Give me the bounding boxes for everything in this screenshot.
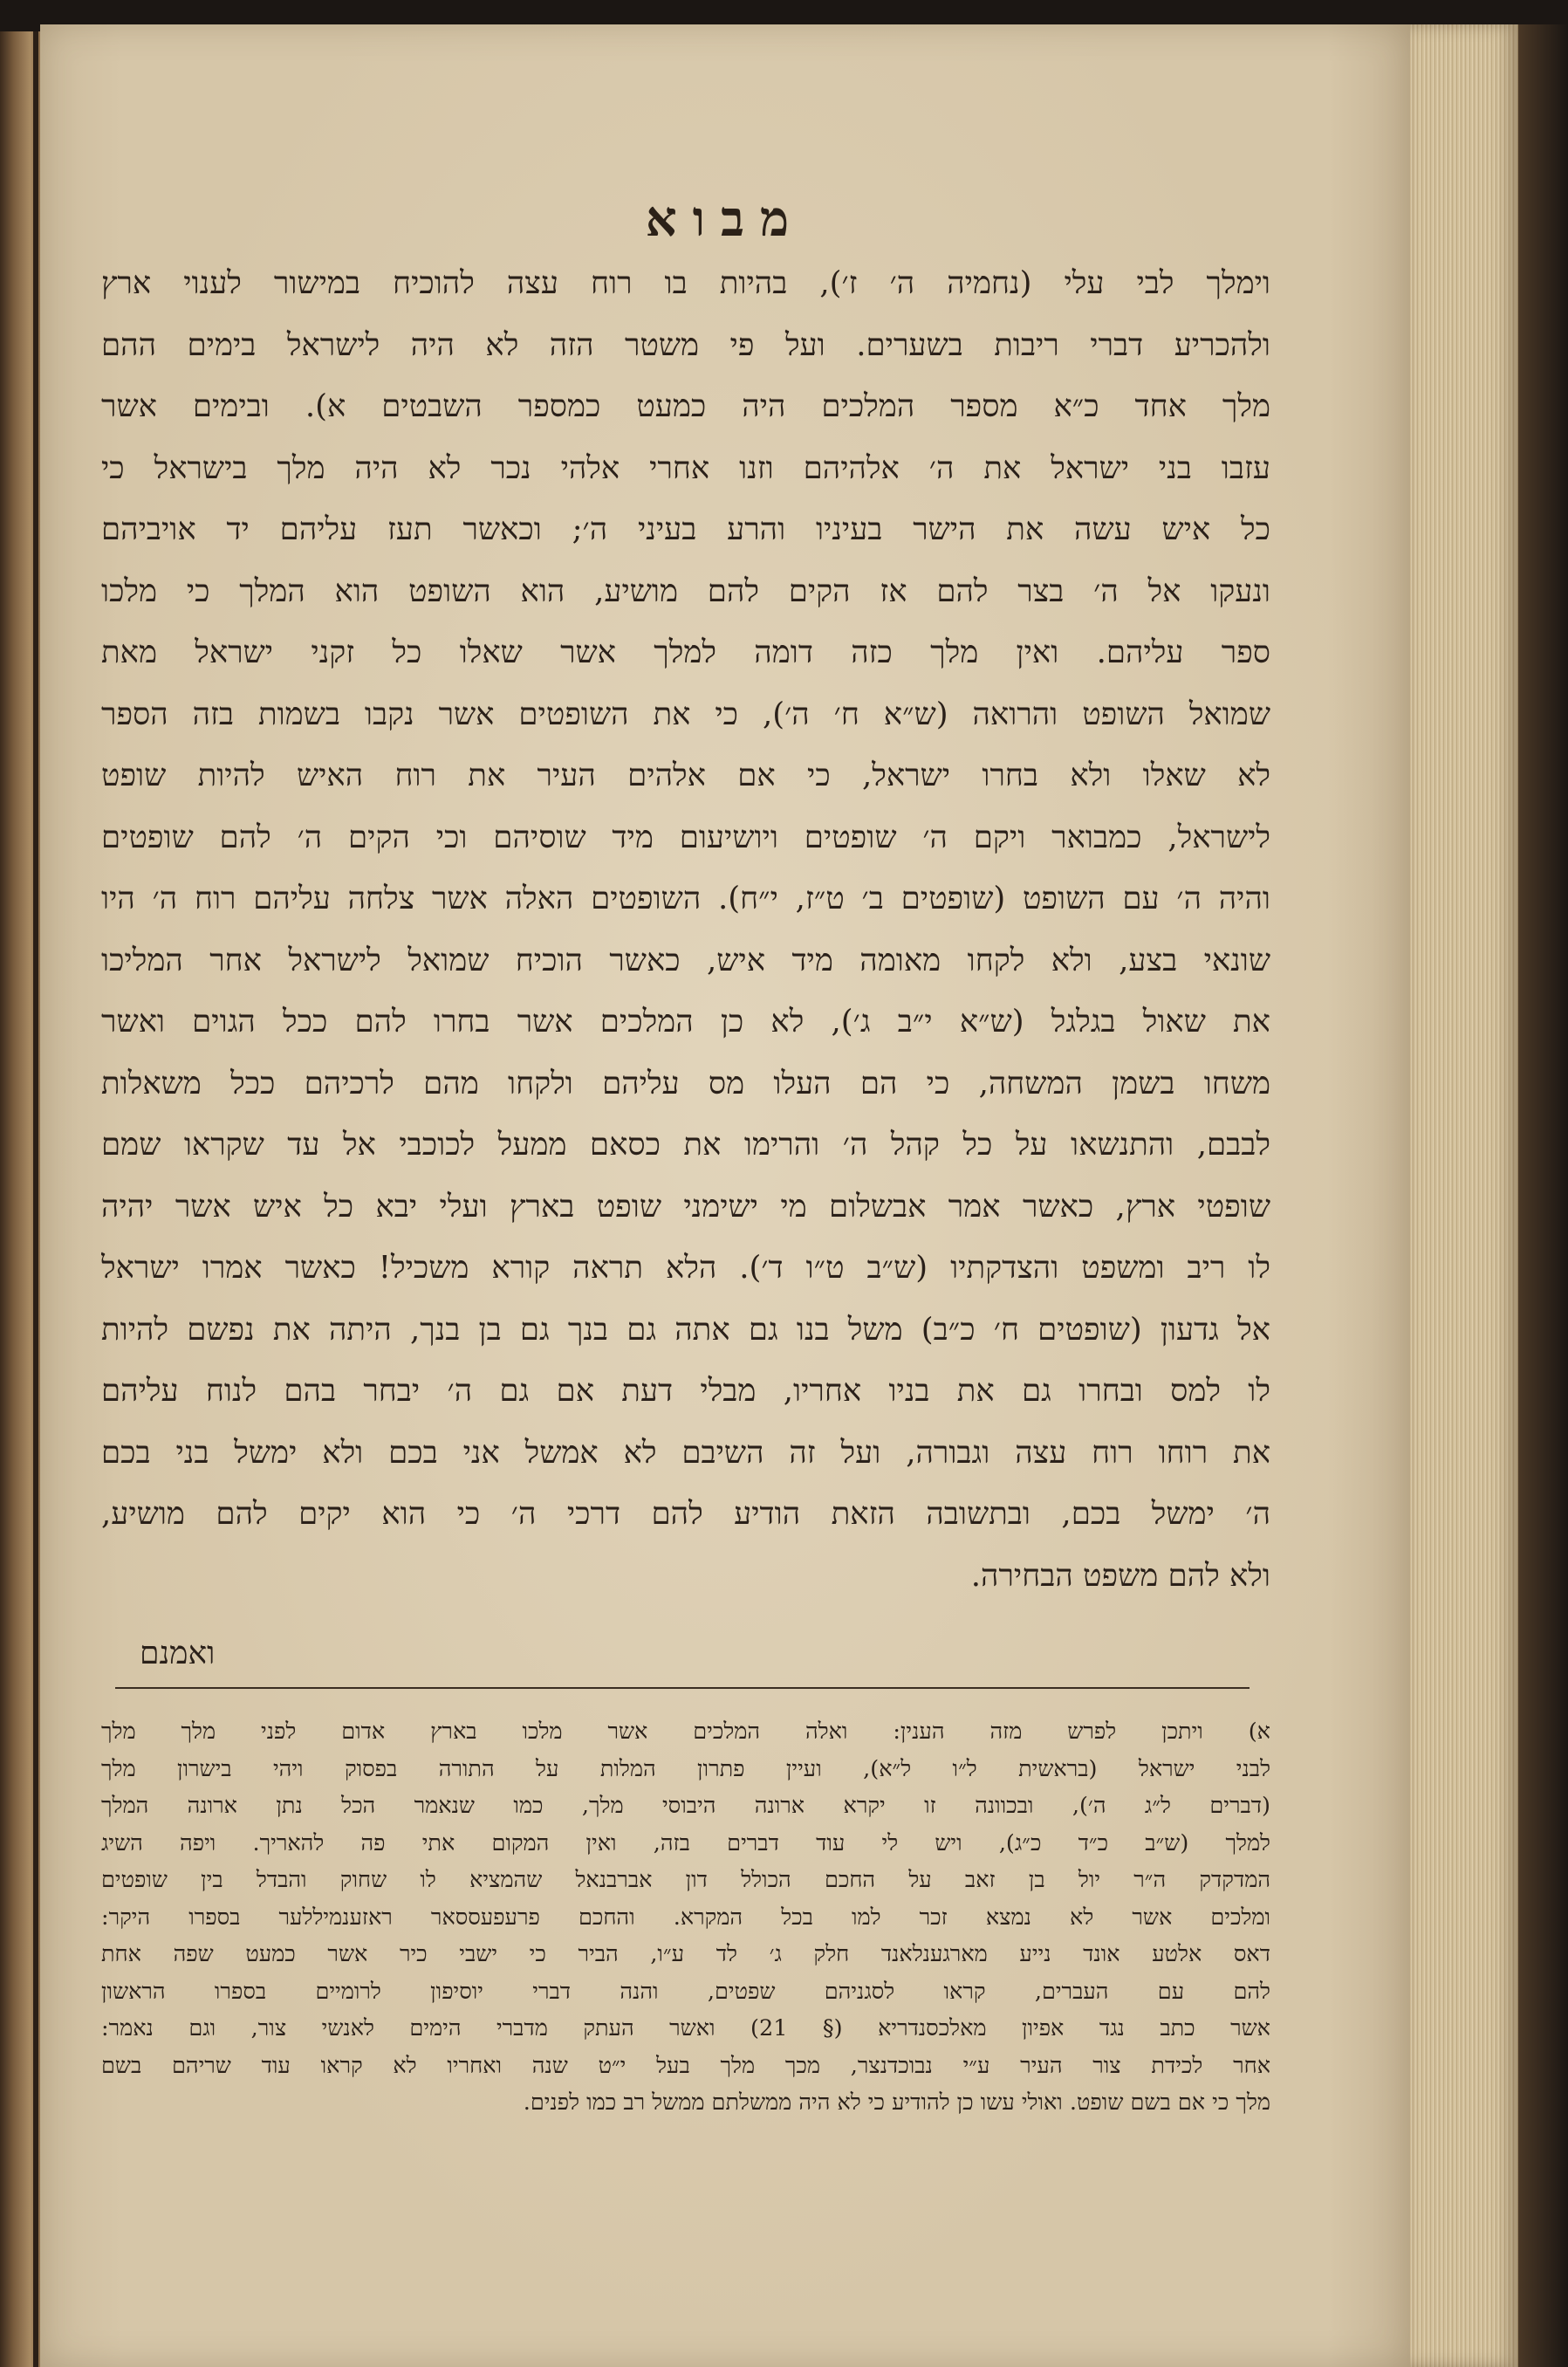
book-page — [40, 24, 1410, 2367]
body-line: אל גדעון (שופטים ח׳ כ״ב) משל בנו גם אתה גם בנך גם בן בנך, היתה את נפשם להיות — [101, 1311, 1270, 1348]
footnote-line: למלך (ש״ב כ״ד כ״ג), ויש לי עוד דברים בזה, ואין המקום אתי פה להאריך. ויפה השיג — [101, 1829, 1270, 1856]
body-line: לו למס ובחרו גם את בניו אחריו, מבלי דעת אם גם ה׳ יבחר בהם לנוח עליהם — [101, 1373, 1270, 1409]
body-line: עזבו בני ישראל את ה׳ אלהיהם וזנו אחרי אלהי נכר לא היה מלך בישראל כי — [101, 449, 1270, 486]
page-heading: מבוא — [645, 190, 805, 248]
body-line: משחו בשמן המשחה, כי הם העלו מס עליהם ולקחו מהם לרכיהם ככל משאלות — [101, 1065, 1270, 1101]
body-line: וימלך לבי עלי (נחמיה ה׳ ז׳), בהיות בו רוח עצה להוכיח במישור לענוי ארץ — [101, 265, 1270, 301]
footnote-line: אשר כתב נגד אפיון מאלכסנדריא (§ 21) ואשר העתק מדברי הימים לאנשי צור, וגם נאמר: — [101, 2015, 1270, 2041]
body-line: את שאול בגלגל (ש״א י״ב ג׳), לא כן המלכים אשר בחרו להם ככל הגוים ואשר — [101, 1004, 1270, 1039]
body-line: את רוחו רוח עצה וגבורה, ועל זה השיבם לא אמשל אני בכם ולא ימשל בני בכם — [101, 1434, 1270, 1471]
footnote-line: (דברים ל״ג ה׳), ובכוונה זו יקרא ארונה היבוסי מלך, כמו שנאמר הכל נתן ארונה המלך — [101, 1793, 1270, 1819]
footnote-line: א) ויתכן לפרש מזה הענין: ואלה המלכים אשר מלכו בארץ אדום לפני מלך מלך — [101, 1719, 1270, 1745]
catchword: ואמנם — [140, 1636, 216, 1671]
footnote-line: דאס אלטע אונד נייע מארגענלאנד חלק ג׳ לד ע״ו, הביר כי ישבי כיר אשר כמעט שפה אחת — [101, 1941, 1270, 1967]
footnote-line: להם עם העברים, קראו לסגניהם שפטים, והנה דברי יוסיפון לרומיים בספרו הראשון — [101, 1978, 1270, 2005]
footnote-line: לבני ישראל (בראשית ל״ו ל״א), ועיין פתרון המלות על התורה בפסוק ויהי בישרון מלך — [101, 1755, 1270, 1782]
book-shadow — [1518, 24, 1568, 2367]
body-line: ונעקו אל ה׳ בצר להם אז הקים להם מושיע, הוא השופט הוא המלך כי מלכו — [101, 573, 1270, 609]
footnote-divider — [115, 1687, 1250, 1689]
footnote-line: ומלכים אשר לא נמצא זכר למו בכל המקרא. והחכם פרעפעססאר ראזענמיללער בספרו היקר: — [101, 1904, 1270, 1931]
binding-gutter — [33, 31, 38, 2367]
body-line: שמואל השופט והרואה (ש״א ח׳ ה׳), כי את השופטים אשר נקבו בשמות בזה הספר — [101, 696, 1270, 732]
body-line: שונאי בצע, ולא לקחו מאומה מיד איש, כאשר הוכיח שמואל לישראל אחר המליכו — [101, 942, 1270, 978]
body-line: לבבם, והתנשאו על כל קהל ה׳ והרימו את כסאם ממעל לכוכבי אל עד שקראו שמם — [101, 1127, 1270, 1163]
footnotes — [101, 1713, 1270, 2122]
footnote-line: המדקדק ה״ר יול בן זאב על החכם הכולל דון אברבנאל שהמציא לו שחוק והבדל בין שופטים — [101, 1867, 1270, 1893]
body-line: כל איש עשה את הישר בעיניו והרע בעיני ה׳; וכאשר תעז עליהם יד אויביהם — [101, 511, 1270, 547]
body-line: לו ריב ומשפט והצדקתיו (ש״ב ט״ו ד׳). הלא תראה קורא משכיל! כאשר אמרו ישראל — [101, 1250, 1270, 1286]
body-line: והיה ה׳ עם השופט (שופטים ב׳ ט״ז, י״ח). השופטים האלה אשר צלחה עליהם רוח ה׳ היו — [101, 881, 1270, 916]
body-line: ספר עליהם. ואין מלך כזה דומה למלך אשר שאלו כל זקני ישראל מאת — [101, 635, 1270, 670]
body-line: מלך אחד כ״א מספר המלכים היה כמעט כמספר השבטים א). ובימים אשר — [101, 388, 1270, 424]
body-line: לא שאלו ולא בחרו ישראל, כי אם אלהים העיר את רוח האיש להיות שופט — [101, 758, 1270, 793]
body-text — [101, 253, 1270, 1607]
footnote-line: אחר לכידת צור העיר ע״י נבוכדנצר, מכך מלך בעל י״ט שנה ואחריו לא קראו עוד שריהם בשם — [101, 2052, 1270, 2079]
body-line: ולא להם משפט הבחירה. — [970, 1557, 1270, 1594]
page-block-edge — [1410, 24, 1518, 2367]
body-line: שופטי ארץ, כאשר אמר אבשלום מי ישימני שופט בארץ ועלי יבא כל איש אשר יהיה — [101, 1188, 1270, 1225]
body-line: לישראל, כמבואר ויקם ה׳ שופטים ויושיעום מיד שוסיהם וכי הקים ה׳ להם שופטים — [101, 819, 1270, 855]
body-line: ולהכריע דברי ריבות בשערים. ועל פי משטר הזה לא היה לישראל בימים ההם — [101, 326, 1270, 363]
footnote-line: מלך כי אם בשם שופט. ואולי עשו כן להודיע כי לא היה ממשלתם ממשל רב כמו לפנים. — [523, 2089, 1270, 2116]
body-line: ה׳ ימשל בכם, ובתשובה הזאת הודיע להם דרכי ה׳ כי הוא יקים להם מושיע, — [101, 1496, 1270, 1532]
